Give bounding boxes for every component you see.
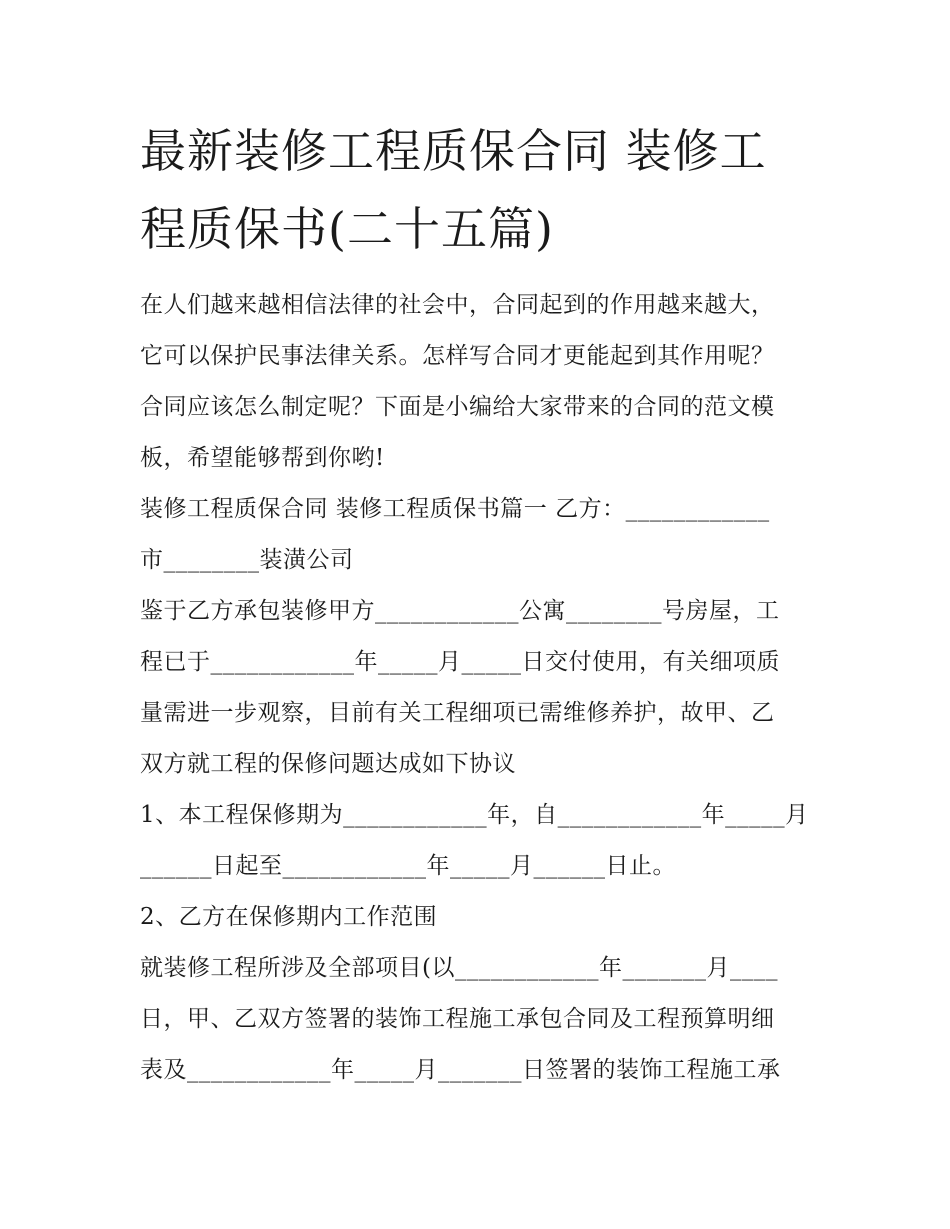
body-line: 市________装潢公司: [140, 547, 354, 573]
body-line: 鉴于乙方承包装修甲方____________公寓________号房屋，工: [140, 598, 780, 624]
title-line-1: 最新装修工程质保合同 装修工: [140, 124, 767, 178]
body-line: 它可以保护民事法律关系。怎样写合同才更能起到其作用呢？: [140, 343, 775, 369]
body-line: 1、本工程保修期为____________年，自____________年_____月: [140, 802, 809, 828]
body-line: 合同应该怎么制定呢？下面是小编给大家带来的合同的范文模: [140, 394, 775, 420]
body-line: 2、乙方在保修期内工作范围: [140, 904, 438, 930]
body-line: ______日起至____________年_____月______日止。: [140, 853, 676, 879]
body-line: 装修工程质保合同 装修工程质保书篇一 乙方：____________: [140, 496, 770, 522]
document-title: [140, 112, 820, 268]
body-line: 板，希望能够帮到你哟!: [140, 445, 385, 471]
body-line: 双方就工程的保修问题达成如下协议: [140, 751, 516, 777]
body-line: 程已于____________年_____月_____日交付使用，有关细项质: [140, 649, 780, 675]
document-page: [140, 112, 820, 1096]
body-line: 在人们越来越相信法律的社会中，合同起到的作用越来越大，: [140, 292, 775, 318]
body-line: 日，甲、乙双方签署的装饰工程施工承包合同及工程预算明细: [140, 1006, 775, 1032]
document-body: [140, 280, 820, 1096]
title-line-2: 程质保书(二十五篇): [140, 202, 554, 256]
body-line: 表及____________年_____月_______日签署的装饰工程施工承: [140, 1057, 781, 1083]
body-line: 量需进一步观察，目前有关工程细项已需维修养护，故甲、乙: [140, 700, 775, 726]
body-line: 就装修工程所涉及全部项目(以____________年_______月____: [140, 955, 778, 981]
